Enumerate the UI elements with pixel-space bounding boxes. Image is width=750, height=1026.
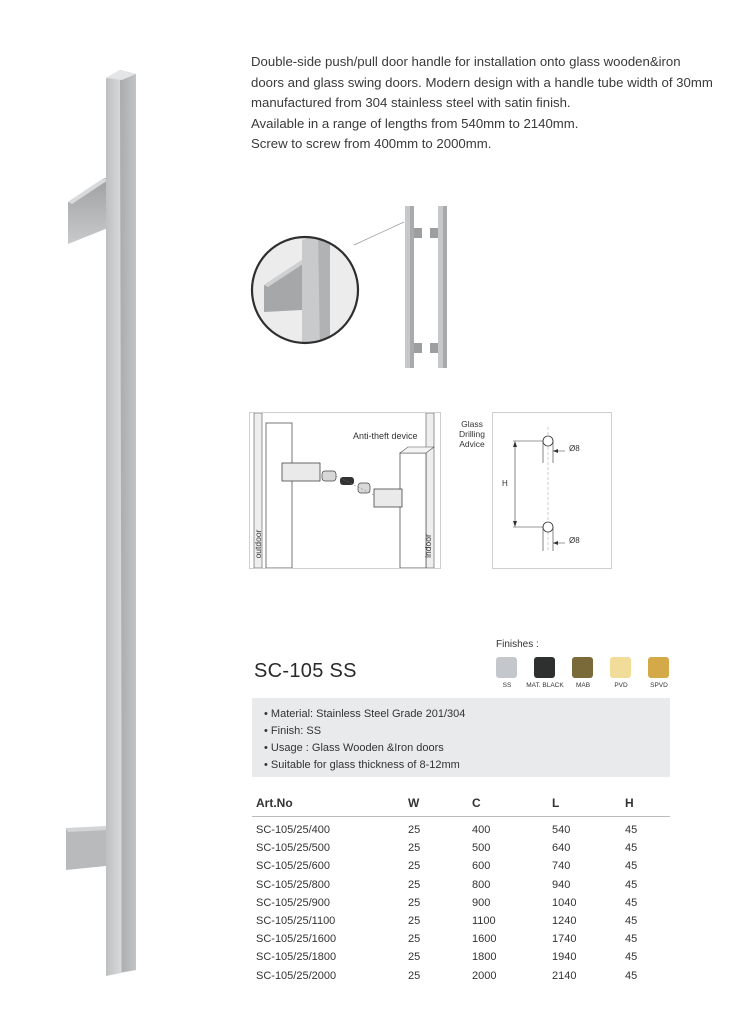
cell-l: 1740 — [552, 933, 577, 946]
cell-h: 45 — [625, 824, 638, 836]
finish-label: MAT. BLACK — [526, 682, 564, 689]
finish-label: SS — [502, 682, 512, 689]
cell-art-no: SC-105/25/500 — [256, 842, 330, 855]
spacing-h-label: H — [502, 479, 508, 488]
col-header-art-no: Art.No — [256, 796, 293, 810]
col-header-w: W — [408, 796, 420, 810]
cell-w: 25 — [408, 878, 421, 891]
cell-h: 45 — [625, 969, 638, 982]
cell-c: 500 — [472, 842, 491, 855]
col-header-c: C — [472, 796, 481, 810]
cell-l: 540 — [552, 824, 571, 836]
cell-l: 2140 — [552, 969, 577, 982]
cell-art-no: SC-105/25/2000 — [256, 969, 337, 982]
col-header-h: H — [625, 796, 634, 810]
cell-h: 45 — [625, 878, 638, 891]
cell-art-no: SC-105/25/1100 — [256, 915, 336, 927]
indoor-label: indoor — [423, 534, 433, 558]
description-line: Screw to screw from 400mm to 2000mm. — [251, 136, 492, 151]
advice-line: Advice — [459, 439, 485, 449]
cell-w: 25 — [408, 896, 421, 909]
table-header-rule — [252, 816, 670, 817]
cell-l: 640 — [552, 842, 571, 855]
cell-art-no: SC-105/25/600 — [256, 860, 330, 873]
cell-c: 1100 — [472, 915, 496, 927]
cell-h: 45 — [625, 860, 638, 873]
description-line: manufactured from 304 stainless steel with satin finish. — [251, 95, 571, 110]
outdoor-label: outdoor — [253, 529, 263, 559]
cell-art-no: SC-105/25/800 — [256, 878, 330, 891]
advice-line: Drilling — [459, 429, 485, 439]
cell-l: 1240 — [552, 915, 577, 927]
cell-h: 45 — [625, 915, 638, 927]
cell-l: 740 — [552, 860, 571, 873]
description-line: Available in a range of lengths from 540mm to 2140mm. — [251, 115, 579, 131]
finish-label: PVD — [614, 682, 628, 689]
finish-label: SPVD — [650, 682, 668, 689]
advice-line: Glass — [461, 419, 483, 429]
cell-h: 45 — [625, 933, 638, 946]
product-title: SC-105 SS — [254, 660, 357, 682]
cell-w: 25 — [408, 860, 421, 873]
spec-item: • Finish: SS — [264, 723, 670, 740]
col-header-l: L — [552, 796, 560, 810]
anti-theft-label: Anti-theft device — [353, 431, 418, 441]
cell-w: 25 — [408, 842, 421, 855]
finish-label: MAB — [575, 682, 591, 689]
cell-l: 940 — [552, 878, 571, 891]
cell-art-no: SC-105/25/900 — [256, 896, 330, 909]
cell-c: 1800 — [472, 951, 497, 964]
description-line: Double-side push/pull door handle for installation onto glass wooden&iron — [251, 54, 681, 69]
hole-diameter-bottom: Ø8 — [569, 536, 580, 545]
cell-art-no: SC-105/25/400 — [256, 824, 330, 836]
cell-c: 400 — [472, 824, 491, 836]
cell-art-no: SC-105/25/1800 — [256, 951, 337, 964]
description-line: doors and glass swing doors. Modern design with a handle tube width of 30mm — [251, 74, 713, 90]
cell-h: 45 — [625, 896, 638, 909]
finishes-label: Finishes : — [496, 639, 539, 650]
cell-c: 2000 — [472, 969, 497, 982]
spec-item: • Material: Stainless Steel Grade 201/304 — [264, 706, 670, 723]
cell-w: 25 — [408, 969, 421, 982]
cell-w: 25 — [408, 933, 421, 946]
cell-w: 25 — [408, 915, 421, 927]
cell-c: 900 — [472, 896, 491, 909]
spec-item: • Suitable for glass thickness of 8-12mm — [264, 757, 670, 774]
cell-c: 800 — [472, 878, 491, 891]
cell-l: 1040 — [552, 896, 577, 909]
cell-h: 45 — [625, 951, 638, 964]
cell-w: 25 — [408, 824, 421, 836]
cell-art-no: SC-105/25/1600 — [256, 933, 337, 946]
cell-c: 1600 — [472, 933, 497, 946]
hole-diameter-top: Ø8 — [569, 444, 580, 453]
cell-l: 1940 — [552, 951, 577, 964]
cell-w: 25 — [408, 951, 421, 964]
spec-item: • Usage : Glass Wooden &Iron doors — [264, 740, 670, 757]
cell-c: 600 — [472, 860, 491, 873]
cell-h: 45 — [625, 842, 638, 855]
